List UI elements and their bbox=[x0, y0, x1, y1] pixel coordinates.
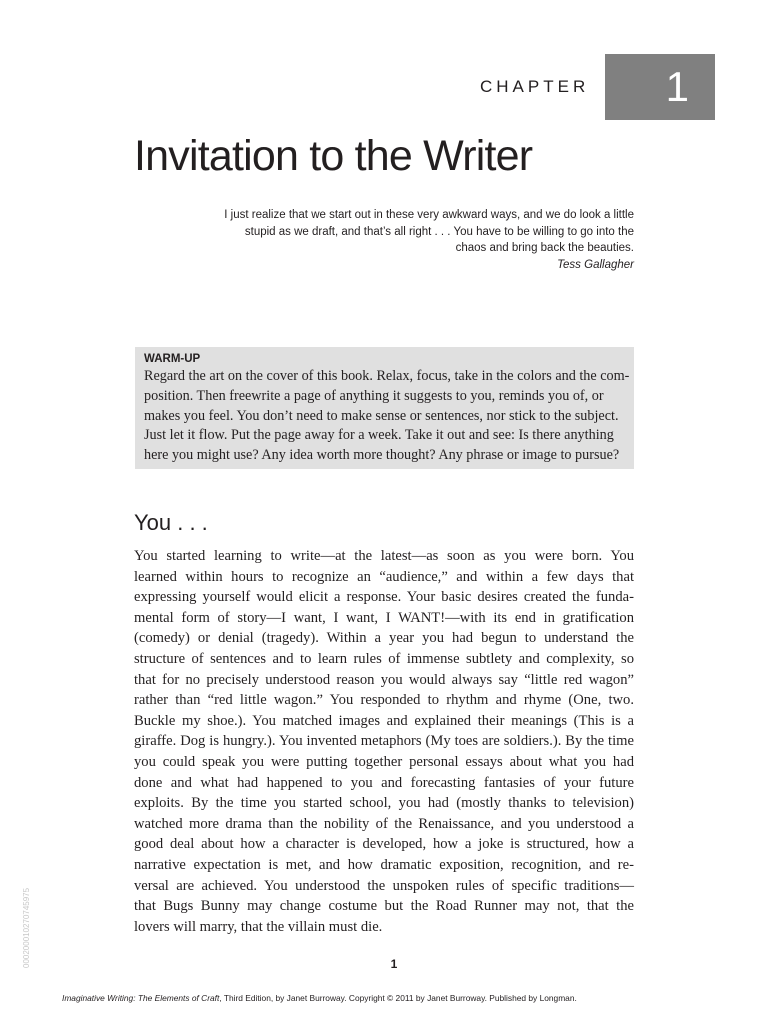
body-line: rather than “red little wagon.” You responded to rhythm and rhyme (One, two. bbox=[134, 692, 634, 709]
body-line: you could speak you were putting together personal essays about what you had bbox=[134, 753, 634, 770]
warmup-label: WARM-UP bbox=[144, 353, 201, 365]
warmup-box bbox=[135, 347, 634, 469]
chapter-label: CHAPTER bbox=[480, 77, 590, 96]
body-line: exploits. By the time you started school, you had (mostly thanks to television) bbox=[134, 795, 634, 812]
body-line: You started learning to write—at the latest—as soon as you were born. You bbox=[134, 548, 634, 564]
body-line: narrative expectation is met, and how dramatic exposition, recognition, and re- bbox=[134, 856, 634, 873]
body-line: versal are achieved. You understood the unspoken rules of specific traditions— bbox=[134, 877, 634, 894]
body-line: watched more drama than the nobility of the Renaissance, and you understood a bbox=[134, 815, 634, 832]
body-line: done and what had happened to you and forecasting fantasies of your future bbox=[134, 774, 634, 791]
body-line: expressing yourself would elicit a response. Your basic desires created the funda- bbox=[134, 589, 634, 606]
body-line: mental form of story—I want, I want, I WANT!—with its end in gratification bbox=[134, 609, 634, 626]
footer-book-title: Imaginative Writing: The Elements of Craft bbox=[62, 993, 220, 1003]
epigraph-line: stupid as we draft, and that’s all right . . . You have to be willing to go into the bbox=[244, 225, 634, 238]
body-line: good deal about how a character is developed, how a joke is structured, how a bbox=[134, 836, 634, 853]
body-line: learned within hours to recognize an “audience,” and within a few days that bbox=[134, 568, 634, 585]
page-number: 1 bbox=[390, 957, 398, 971]
warmup-line: here you might use? Any idea worth more thought? Any phrase or image to pursue? bbox=[144, 447, 620, 464]
body-paragraph bbox=[134, 546, 634, 937]
body-line: giraffe. Dog is hungry.). You invented metaphors (My toes are soldiers.). By the time bbox=[134, 733, 634, 750]
copyright-footer bbox=[62, 993, 622, 1003]
side-document-id: 000200010270745975 bbox=[22, 887, 31, 968]
body-line: that Bugs Bunny may change costume but the Road Runner may not, that the bbox=[134, 898, 634, 915]
warmup-text bbox=[144, 367, 630, 466]
chapter-title: Invitation to the Writer bbox=[134, 132, 533, 180]
warmup-line: makes you feel. You don’t need to make sense or sentences, nor stick to the subject. bbox=[144, 407, 619, 424]
warmup-line: Just let it flow. Put the page away for a week. Take it out and see: Is there anything bbox=[144, 427, 614, 444]
warmup-line: Regard the art on the cover of this book. Relax, focus, take in the colors and the com- bbox=[144, 368, 630, 384]
body-line: structure of sentences and to learn rules of immense subtlety and complexity, so bbox=[134, 650, 634, 667]
body-line: lovers will marry, that the villain must die. bbox=[134, 918, 383, 935]
chapter-number-box: 1 bbox=[605, 54, 715, 120]
epigraph-author: Tess Gallagher bbox=[557, 258, 634, 271]
epigraph-line: I just realize that we start out in these very awkward ways, and we do look a little bbox=[224, 209, 634, 221]
footer-text: , Third Edition, by Janet Burroway. Copyright © 2011 by Janet Burroway. Published by Longman. bbox=[219, 993, 577, 1003]
body-line: (comedy) or denial (tragedy). Within a year you had begun to understand the bbox=[134, 630, 634, 647]
body-line: Buckle my shoe.). You matched images and explained their meanings (This is a bbox=[134, 712, 634, 729]
section-heading: You . . . bbox=[134, 510, 208, 535]
warmup-line: position. Then freewrite a page of anything it suggests to you, reminds you of, or bbox=[144, 387, 604, 404]
epigraph bbox=[200, 207, 634, 273]
epigraph-line: chaos and bring back the beauties. bbox=[455, 242, 634, 254]
body-line: that for no precisely understood reason you would always say “little red wagon” bbox=[134, 671, 634, 688]
